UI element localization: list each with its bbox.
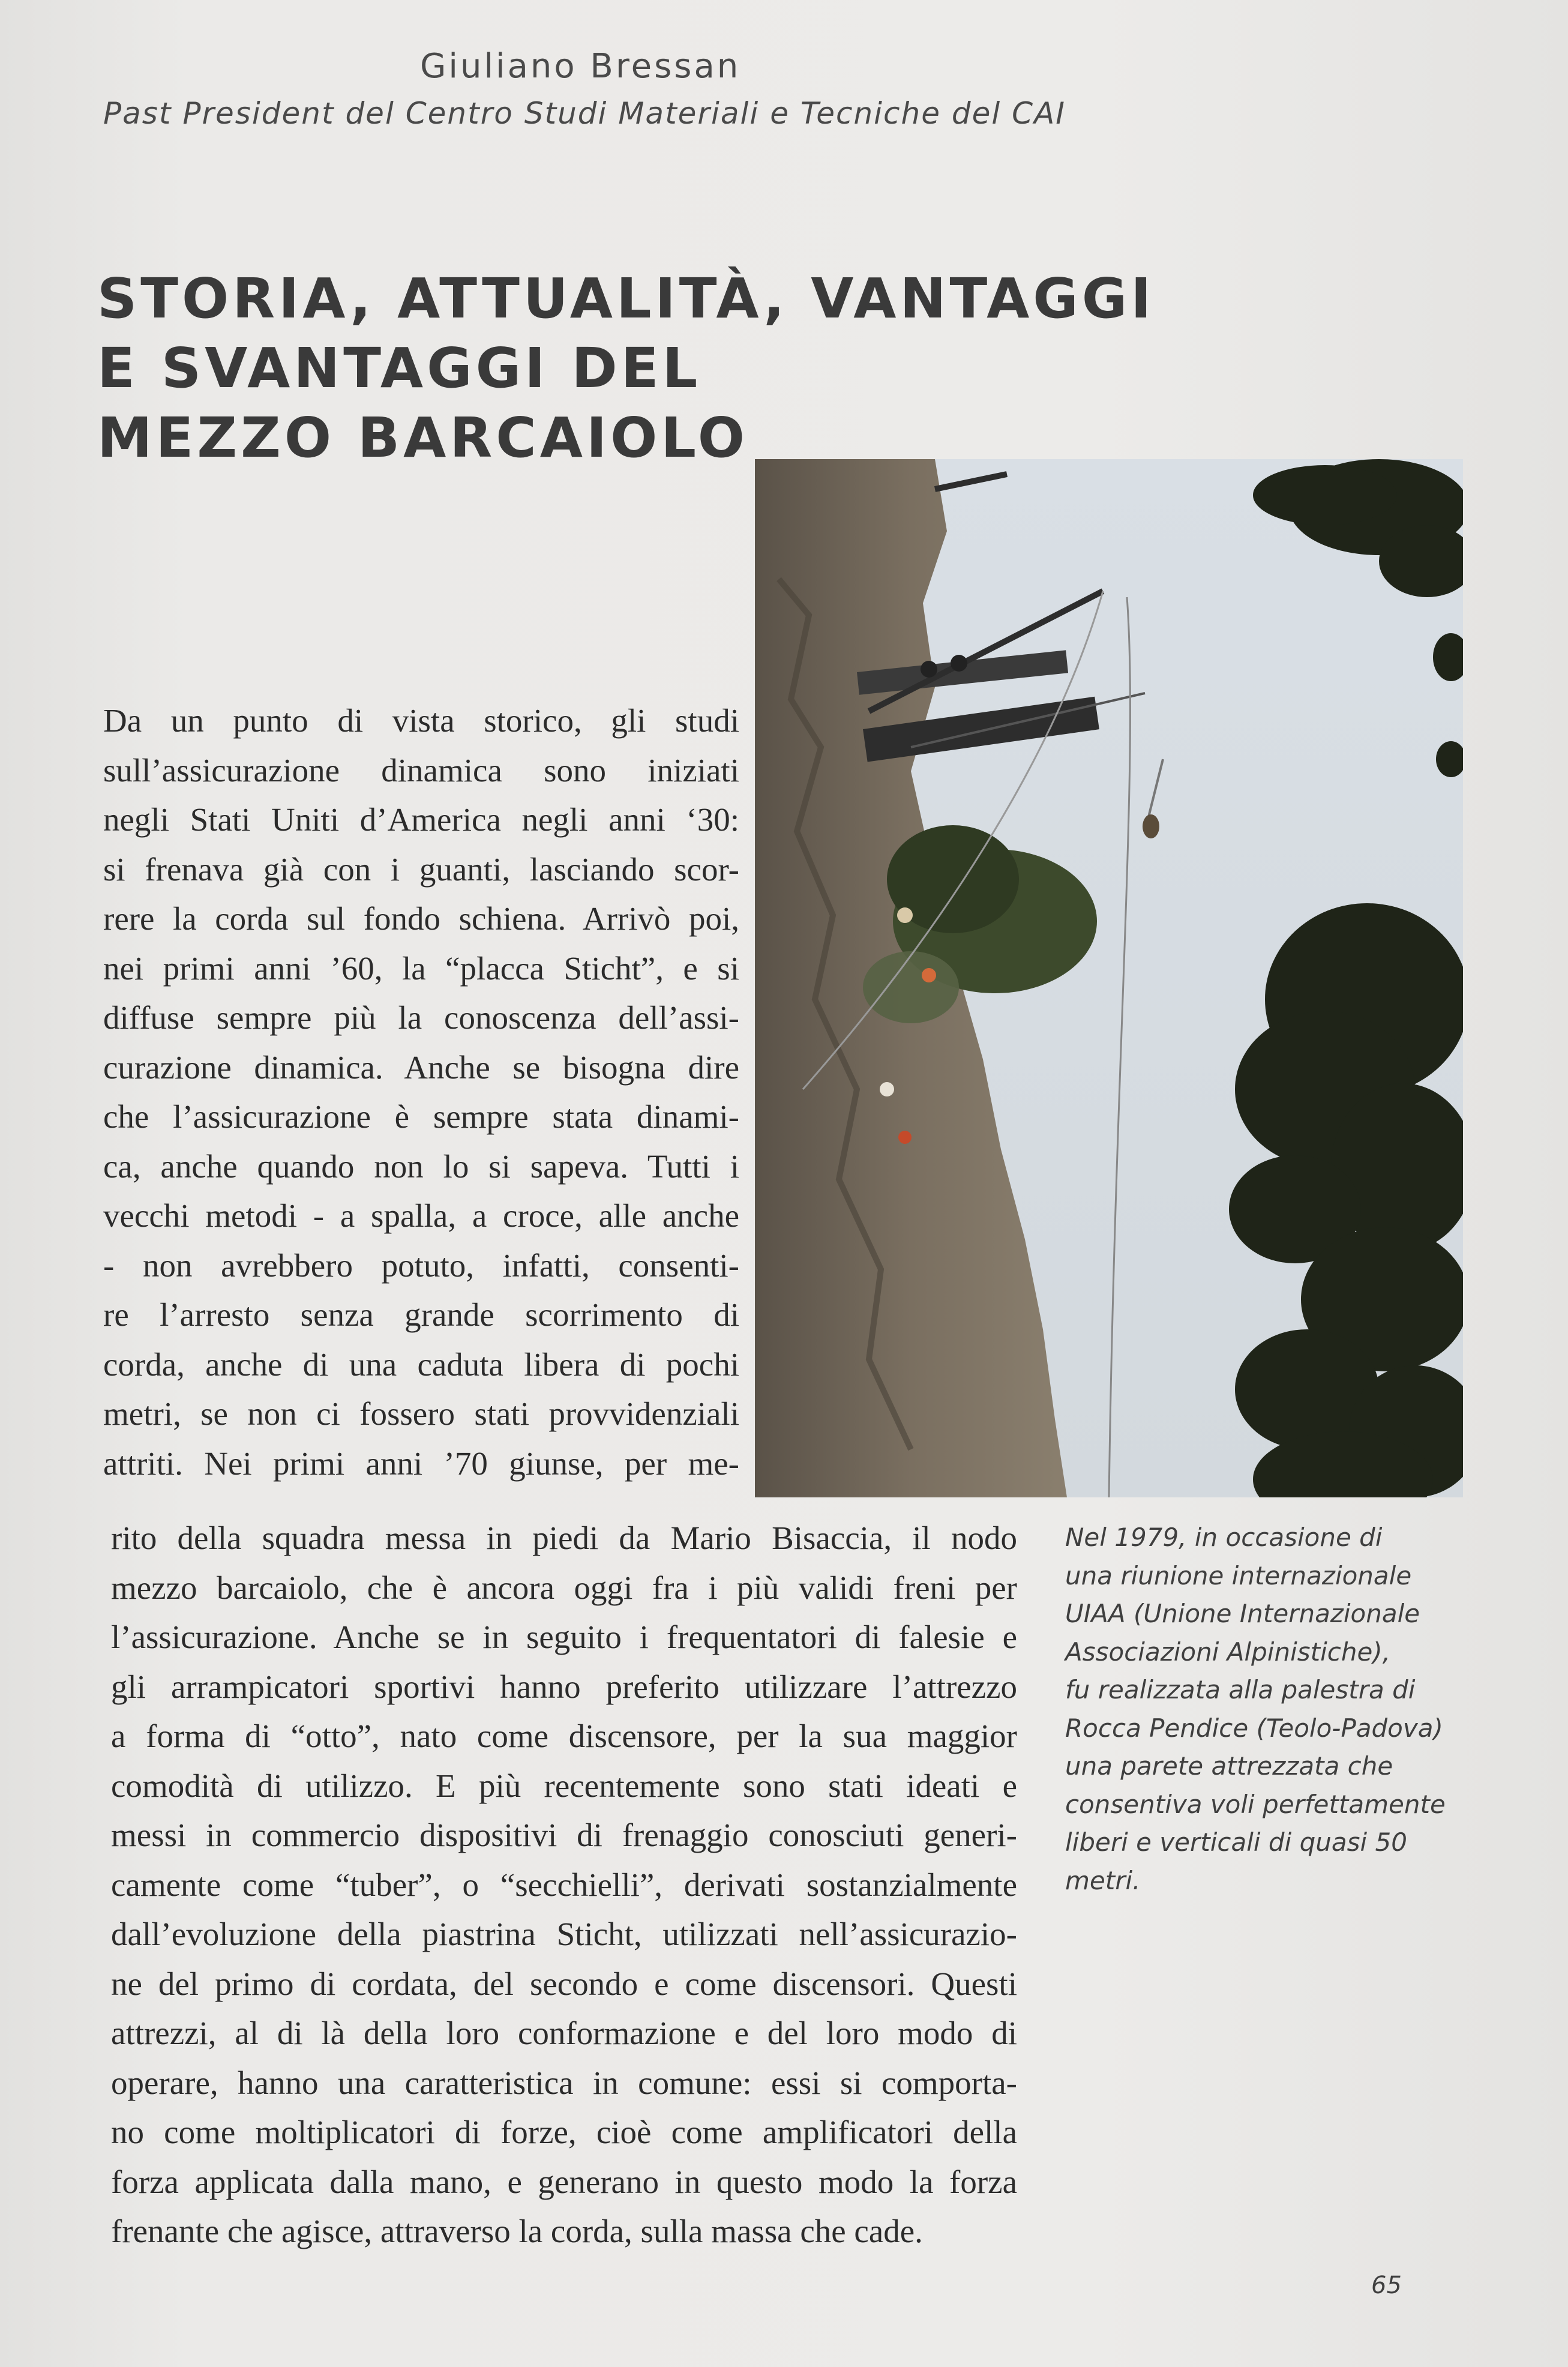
- caption-line: consentiva voli perfettamente: [1065, 1789, 1446, 1819]
- body-line: sull’assicurazione dinamica sono iniziati: [103, 751, 739, 789]
- body-line: no come moltiplicatori di forze, cioè come amplificatori della: [111, 2114, 1017, 2150]
- caption-line: Rocca Pendice (Teolo-Padova): [1065, 1713, 1443, 1743]
- title-line: MEZZO BARCAIOLO: [97, 406, 748, 470]
- body-line: operare, hanno una caratteristica in comune: essi si comporta-: [111, 2064, 1017, 2101]
- body-line: ca, anche quando non lo si sapeva. Tutti i: [103, 1147, 739, 1185]
- author-role: Past President del Centro Studi Materiali e Tecniche del CAI: [103, 96, 1066, 131]
- body-line: re l’arresto senza grande scorrimento di: [103, 1296, 739, 1333]
- body-line: si frenava già con i guanti, lasciando scor-: [103, 850, 739, 888]
- body-line: gli arrampicatori sportivi hanno preferito utilizzare l’attrezzo: [111, 1668, 1017, 1705]
- body-line: Da un punto di vista storico, gli studi: [103, 702, 739, 739]
- caption-line: metri.: [1065, 1865, 1141, 1895]
- body-line: curazione dinamica. Anche se bisogna dire: [103, 1048, 739, 1086]
- title-line: STORIA, ATTUALITÀ, VANTAGGI: [97, 266, 1155, 331]
- caption-line: una parete attrezzata che: [1065, 1751, 1393, 1781]
- body-text-wide: [111, 1514, 1017, 2257]
- title-line: E SVANTAGGI DEL: [97, 336, 701, 400]
- caption-line: Nel 1979, in occasione di: [1065, 1523, 1383, 1552]
- body-line: rere la corda sul fondo schiena. Arrivò poi,: [103, 900, 739, 937]
- body-line: forza applicata dalla mano, e generano in questo modo la forza: [111, 2163, 1017, 2200]
- caption-line: una riunione internazionale: [1065, 1560, 1412, 1590]
- body-line: ne del primo di cordata, del secondo e come discensori. Questi: [111, 1965, 1017, 2002]
- body-line: - non avrebbero potuto, infatti, consenti-: [103, 1247, 739, 1284]
- body-line: nei primi anni ’60, la “placca Sticht”, e si: [103, 949, 739, 987]
- body-text-column: [103, 696, 739, 1488]
- caption-line: liberi e verticali di quasi 50: [1065, 1827, 1407, 1857]
- page-number: 65: [1371, 2272, 1402, 2299]
- body-line: l’assicurazione. Anche se in seguito i frequentatori di falesie e: [111, 1619, 1017, 1655]
- body-line: comodità di utilizzo. E più recentemente sono stati ideati e: [111, 1767, 1017, 1804]
- author-name: Giuliano Bressan: [420, 47, 741, 86]
- body-line: dall’evoluzione della piastrina Sticht, utilizzati nell’assicurazio-: [111, 1916, 1017, 1952]
- caption-line: Associazioni Alpinistiche),: [1065, 1637, 1391, 1667]
- body-line: vecchi metodi - a spalla, a croce, alle anche: [103, 1197, 739, 1234]
- photo-caption: [1065, 1518, 1485, 1899]
- body-line: frenante che agisce, attraverso la corda, sulla massa che cade.: [111, 2213, 923, 2249]
- body-line: mezzo barcaiolo, che è ancora oggi fra i più validi freni per: [111, 1569, 1017, 1606]
- body-line: diffuse sempre più la conoscenza dell’assi-: [103, 999, 739, 1036]
- climbing-wall-photo: [755, 459, 1463, 1497]
- body-line: corda, anche di una caduta libera di pochi: [103, 1346, 739, 1383]
- body-line: rito della squadra messa in piedi da Mario Bisaccia, il nodo: [111, 1520, 1017, 1556]
- body-line: camente come “tuber”, o “secchielli”, derivati sostanzialmente: [111, 1866, 1017, 1903]
- body-line: metri, se non ci fossero stati provvidenziali: [103, 1395, 739, 1432]
- body-line: messi in commercio dispositivi di frenaggio conosciuti generi-: [111, 1817, 1017, 1853]
- body-line: attriti. Nei primi anni ’70 giunse, per me-: [103, 1445, 739, 1482]
- article-title: [97, 264, 1155, 473]
- body-line: a forma di “otto”, nato come discensore, per la sua maggior: [111, 1718, 1017, 1754]
- body-line: attrezzi, al di là della loro conformazione e del loro modo di: [111, 2015, 1017, 2051]
- body-line: che l’assicurazione è sempre stata dinami-: [103, 1098, 739, 1135]
- caption-line: UIAA (Unione Internazionale: [1065, 1599, 1420, 1628]
- caption-line: fu realizzata alla palestra di: [1065, 1675, 1416, 1704]
- body-line: negli Stati Uniti d’America negli anni ‘30:: [103, 801, 739, 838]
